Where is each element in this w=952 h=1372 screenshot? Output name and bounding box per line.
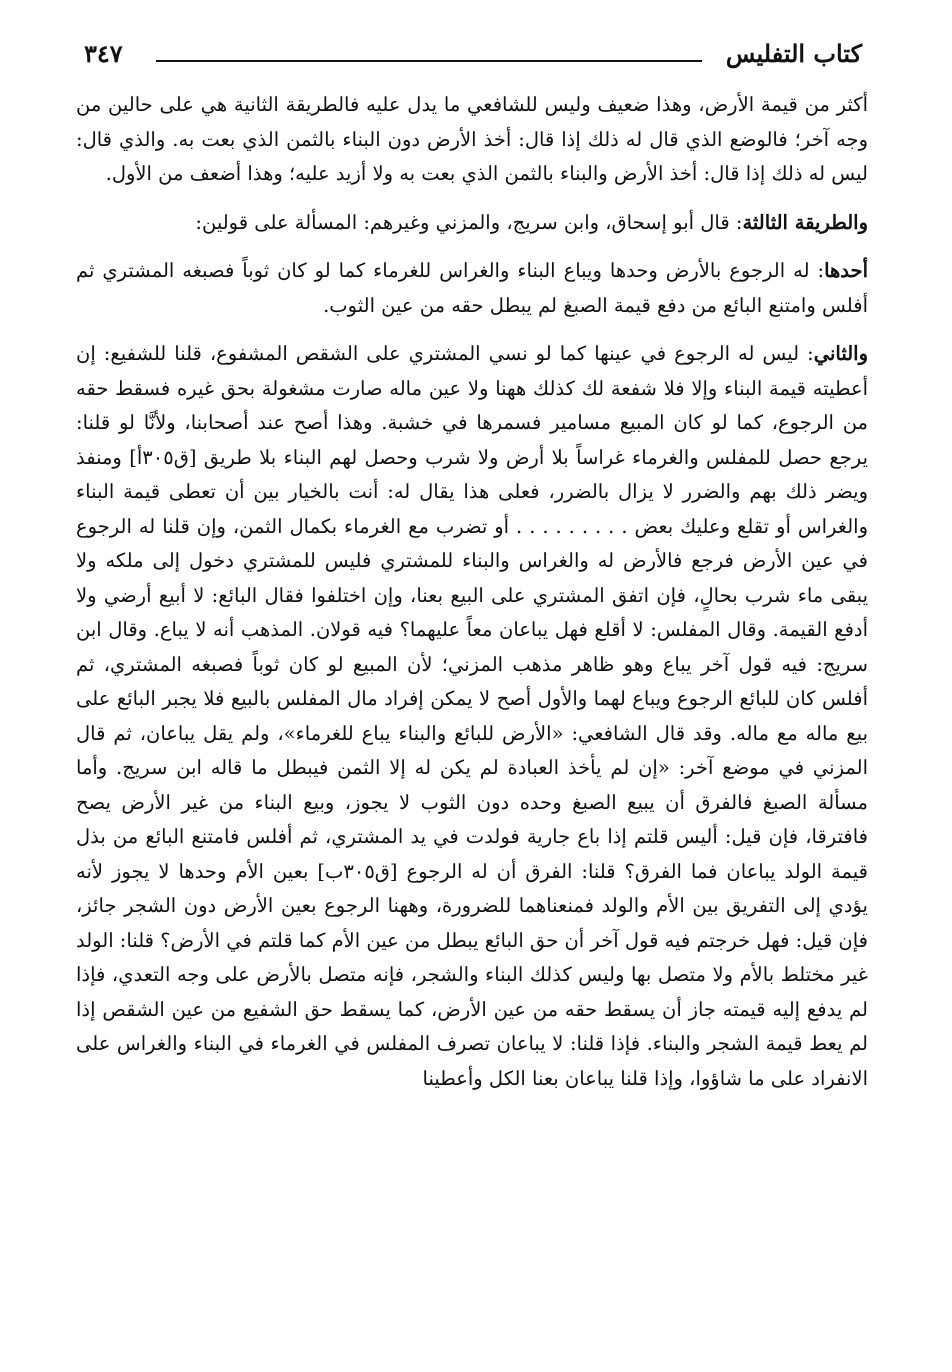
- paragraph-lead: والطريقة الثالثة: [742, 210, 868, 234]
- paragraph-2: [76, 206, 868, 241]
- paragraph-4: [76, 337, 868, 1096]
- paragraph-text: : ليس له الرجوع في عينها كما لو نسي المشتري على الشقص المشفوع، قلنا للشفيع: إن أعطيته قيمة البناء وإلا فلا شفعة لك كذلك ههنا ولا عين ماله صارت مشغولة بحق غيره فسقط حقه من الرجوع، كما لو كان المبيع مسامير فسمرها في خشبة. وهذا أصح عند أصحابنا، ولأنَّا لو قلنا: يرجع حصل للمفلس والغرماء غراساً بلا أرض ولا شرب وحصل لهم البناء بلا طريق [ق٣٠٥أ] ومنفذ ويضر ذلك بهم والضرر لا يزال بالضرر، فعلى هذا يقال له: أنت بالخيار بين أن تعطى قيمة البناء والغراس أو تقلع وعليك بعض . . . . . . . . . أو تضرب مع الغرماء بكمال الثمن، وإن قلنا له الرجوع في عين الأرض فرجع فالأرض له والغراس والبناء للمشتري فليس للمشتري دخول إلى ملكه ولا يبقى ماء شرب بحالٍ، فإن اتفق المشتري على البيع بعنا، وإن اختلفوا فقال البائع: لا أبيع أرضي ولا أدفع القيمة. وقال المفلس: لا أقلع فهل يباعان معاً عليهما؟ فيه قولان. المذهب أنه لا يباع. وقال ابن سريج: فيه قول آخر يباع وهو ظاهر مذهب المزني؛ لأن المبيع لو كان ثوباً فصبغه المشتري، ثم أفلس كان للبائع الرجوع ويباع لهما والأول أصح لا يمكن إفراد مال المفلس بالبيع فلا يجبر البائع على بيع ماله مع ماله. وقد قال الشافعي: «الأرض للبائع والبناء يباع للغرماء»، ولم يقل يباعان، ثم قال المزني في موضع آخر: «إن لم يأخذ العبادة لم يكن له إلا الثمن فيبطل ما قاله ابن سريج. وأما مسألة الصبغ فالفرق أن يبيع الصبغ وحده دون الثوب لا يجوز، وبيع البناء من غير الأرض يصح فافترقا، فإن قيل: أليس قلتم إذا باع جارية فولدت في يد المشتري، ثم أفلس فامتنع البائع من بذل قيمة الولد يباعان فما الفرق؟ قلنا: الفرق أن له الرجوع [ق٣٠٥ب] بعين الأم وحدها لا يجوز لأنه يؤدي إلى التفريق بين الأم والولد فمنعناهما للضرورة، وههنا الرجوع بعين الأرض دون الشجر جائز، فإن قيل: فهل خرجتم فيه قول آخر أن حق البائع يبطل من عين الأم كما قلتم في الأرض؟ قلنا: الولد غير مختلط بالأم ولا متصل بها وليس كذلك البناء والشجر، فإنه متصل بالأرض على وجه التعدي، فإذا لم يدفع إليه قيمته جاز أن يسقط حقه من عين الأرض، كما يسقط حق الشفيع من عين الشقص إذا لم يعط قيمة الشجر والبناء. فإذا قلنا: لا يباعان تصرف المفلس في الغرماء في البناء والغراس على الانفراد على ما شاؤوا، وإذا قلنا يباعان بعنا الكل وأعطينا: [76, 342, 868, 1090]
- paragraph-text: : له الرجوع بالأرض وحدها ويباع البناء والغراس للغرماء كما لو كان ثوباً فصبغه المشتري ثم أفلس وامتنع البائع من دفع قيمة الصبغ لم يبطل حقه من عين الثوب.: [76, 259, 868, 317]
- page-title: كتاب التفليس: [725, 39, 862, 68]
- paragraph-text: أكثر من قيمة الأرض، وهذا ضعيف وليس للشافعي ما يدل عليه فالطريقة الثانية هي على حالين من وجه آخر؛ فالوضع الذي قال له ذلك إذا قال: أخذ الأرض دون البناء بالثمن الذي بعت به. والذي قال: ليس له ذلك إذا قال: أخذ الأرض والبناء بالثمن الذي بعت به ولا أزيد عليه؛ وهذا أضعف من الأول.: [76, 93, 868, 185]
- paragraph-3: [76, 254, 868, 323]
- paragraph-text: : قال أبو إسحاق، وابن سريج، والمزني وغيرهم: المسألة على قولين:: [195, 210, 743, 234]
- body-text: [76, 88, 868, 1110]
- paragraph-lead: أحدها: [824, 259, 868, 282]
- header-rule: [156, 60, 702, 62]
- paragraph-lead: والثاني: [813, 342, 868, 365]
- paragraph-1: [76, 88, 868, 192]
- page-number: ٣٤٧: [84, 39, 123, 68]
- page-header: [84, 30, 862, 78]
